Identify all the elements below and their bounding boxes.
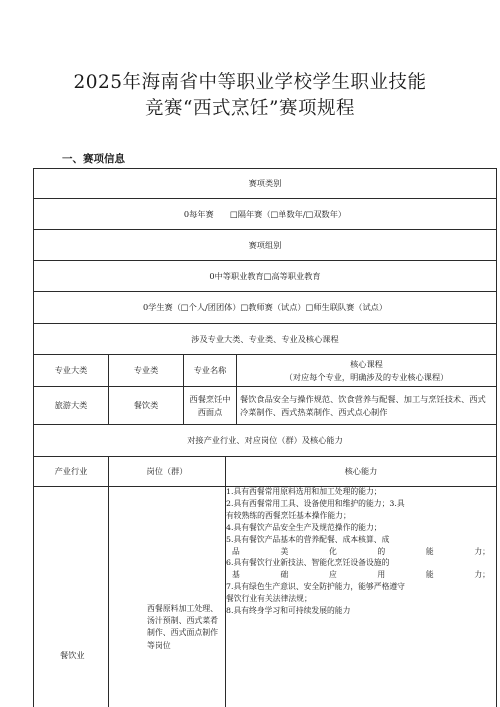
- ability-item-continued: 品 美 化 的 能 力；: [232, 546, 490, 556]
- group-header: 赛项组别: [248, 239, 282, 250]
- col-major-name: 专业名称: [193, 365, 227, 376]
- col-position: 岗位（群）: [146, 466, 188, 477]
- major-class-value: 餐饮类: [133, 400, 159, 411]
- ability-item: 7.具有绿色生产意识、安全防护能力，能够严格遵守: [226, 582, 405, 592]
- section-heading: 一、赛项信息: [62, 153, 125, 165]
- ability-item: 2.具有西餐常用工具、设备使用和维护的能力；3.具: [226, 498, 405, 508]
- major-name-value: 西餐烹饪中西面点: [189, 394, 231, 417]
- ability-item: 5.具有餐饮产品基本的营养配餐、成本核算、成: [226, 534, 390, 544]
- category-header: 赛项类别: [248, 178, 282, 189]
- core-course-value: 餐饮食品安全与操作规范、饮食营养与配餐、加工与烹饪技术、西式冷菜制作、西式热菜制作、西式点心制作: [240, 394, 486, 417]
- participant-value: 0学生赛（□个人/团团体）□教师赛（试点）□师生联队赛（试点）: [142, 302, 388, 313]
- industry-value: 餐饮业: [60, 649, 85, 660]
- col-industry: 产业行业: [54, 466, 88, 477]
- ability-item: 餐饮行业有关法律法规；: [226, 594, 312, 604]
- document-title-line-2: 竞赛“西式烹饪”赛项规程: [145, 98, 355, 119]
- category-value: 0每年赛 □隔年赛（□单数年/□双数年）: [183, 208, 347, 219]
- ability-item: 4.具有餐饮产品安全生产及规范操作的能力；: [226, 522, 382, 532]
- group-value: 0中等职业教育□高等职业教育: [209, 270, 321, 281]
- col-major-category: 专业大类: [54, 365, 88, 376]
- ability-item: 6.具有餐饮行业新技法、智能化烹饪设备设施的: [226, 558, 390, 568]
- col-major-class: 专业类: [133, 365, 159, 376]
- ability-list: [226, 486, 496, 617]
- majors-header: 涉及专业大类、专业类、专业及核心课程: [191, 333, 339, 344]
- major-category-value: 旅游大类: [54, 400, 88, 411]
- ability-item: 8.具有终身学习和可持续发展的能力: [226, 606, 351, 616]
- col-ability: 核心能力: [344, 466, 378, 477]
- position-value: 西餐原料加工处理、汤汁预制、西式菜肴制作、西式面点制作等岗位: [147, 604, 219, 650]
- ability-item-continued: 基 础 应 用 能 力；: [232, 570, 490, 580]
- ability-item: 1.具有西餐常用原料选用和加工处理的能力；: [226, 487, 382, 496]
- industry-header: 对接产业行业、对应岗位（群）及核心能力: [187, 435, 343, 446]
- col-core-course: [237, 355, 496, 386]
- core-course-note: （对应每个专业，明确涉及的专业核心课程）: [284, 371, 449, 382]
- ability-item: 有较熟练的西餐烹饪基本操作能力；: [226, 510, 351, 520]
- document-title-line-1: 2025年海南省中等职业学校学生职业技能: [73, 72, 427, 93]
- core-course-label: 核心课程: [350, 359, 383, 369]
